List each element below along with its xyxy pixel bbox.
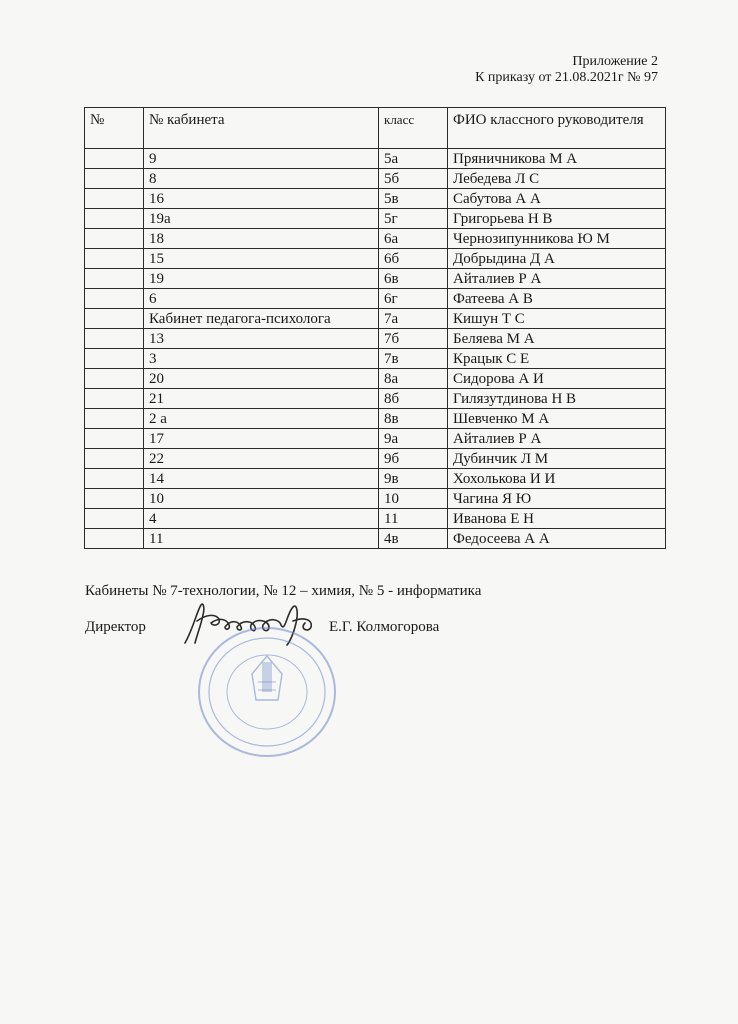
cell-room: 2 а — [144, 409, 379, 429]
cell-room: 3 — [144, 349, 379, 369]
cell-teacher: Беляева М А — [448, 329, 666, 349]
cell-num — [85, 309, 144, 329]
cell-num — [85, 449, 144, 469]
official-seal-icon — [192, 622, 342, 762]
cell-room: 16 — [144, 189, 379, 209]
cell-num — [85, 409, 144, 429]
table-row — [85, 269, 666, 289]
cell-teacher: Добрыдина Д А — [448, 249, 666, 269]
cell-teacher: Крацык С Е — [448, 349, 666, 369]
cell-class: 6г — [379, 289, 448, 309]
cell-num — [85, 169, 144, 189]
cell-class: 7б — [379, 329, 448, 349]
cell-room: 20 — [144, 369, 379, 389]
cell-class: 10 — [379, 489, 448, 509]
cell-class: 5в — [379, 189, 448, 209]
cell-class: 7в — [379, 349, 448, 369]
cell-room: 19 — [144, 269, 379, 289]
cell-teacher: Григорьева Н В — [448, 209, 666, 229]
cell-teacher: Айталиев Р А — [448, 269, 666, 289]
cell-class: 5г — [379, 209, 448, 229]
table-row — [85, 149, 666, 169]
cell-room: Кабинет педагога-психолога — [144, 309, 379, 329]
cell-room: 9 — [144, 149, 379, 169]
cell-class: 9а — [379, 429, 448, 449]
table-row — [85, 529, 666, 549]
cell-num — [85, 209, 144, 229]
table-body — [85, 149, 666, 549]
table-row — [85, 329, 666, 349]
cell-class: 6в — [379, 269, 448, 289]
cell-teacher: Гилязутдинова Н В — [448, 389, 666, 409]
cell-room: 14 — [144, 469, 379, 489]
table-row — [85, 289, 666, 309]
table-row — [85, 229, 666, 249]
table-row — [85, 469, 666, 489]
cell-num — [85, 489, 144, 509]
table-row — [85, 309, 666, 329]
header-class: класс — [379, 108, 448, 149]
cell-teacher: Федосеева А А — [448, 529, 666, 549]
classroom-table — [84, 107, 666, 549]
cell-room: 18 — [144, 229, 379, 249]
table-row — [85, 489, 666, 509]
header-num: № — [85, 108, 144, 149]
cell-num — [85, 189, 144, 209]
cell-class: 9б — [379, 449, 448, 469]
footnote: Кабинеты № 7-технологии, № 12 – химия, № 5 - информатика — [85, 583, 482, 599]
order-reference: К приказу от 21.08.2021г № 97 — [475, 70, 658, 85]
cell-teacher: Чагина Я Ю — [448, 489, 666, 509]
cell-class: 8в — [379, 409, 448, 429]
table-row — [85, 509, 666, 529]
cell-class: 4в — [379, 529, 448, 549]
cell-room: 17 — [144, 429, 379, 449]
cell-num — [85, 229, 144, 249]
cell-num — [85, 509, 144, 529]
header-room: № кабинета — [144, 108, 379, 149]
table-row — [85, 249, 666, 269]
cell-teacher: Кишун Т С — [448, 309, 666, 329]
cell-num — [85, 429, 144, 449]
table-row — [85, 349, 666, 369]
cell-num — [85, 369, 144, 389]
cell-room: 22 — [144, 449, 379, 469]
cell-teacher: Чернозипунникова Ю М — [448, 229, 666, 249]
cell-class: 6б — [379, 249, 448, 269]
cell-num — [85, 289, 144, 309]
cell-class: 8б — [379, 389, 448, 409]
table-row — [85, 189, 666, 209]
cell-num — [85, 529, 144, 549]
cell-num — [85, 389, 144, 409]
cell-teacher: Сабутова А А — [448, 189, 666, 209]
table-row — [85, 409, 666, 429]
table-row — [85, 209, 666, 229]
cell-teacher: Фатеева А В — [448, 289, 666, 309]
table-header-row — [85, 108, 666, 149]
appendix-label: Приложение 2 — [572, 54, 658, 69]
cell-num — [85, 329, 144, 349]
cell-class: 11 — [379, 509, 448, 529]
cell-teacher: Пряничникова М А — [448, 149, 666, 169]
cell-num — [85, 149, 144, 169]
table-row — [85, 389, 666, 409]
cell-num — [85, 249, 144, 269]
cell-teacher: Иванова Е Н — [448, 509, 666, 529]
cell-room: 21 — [144, 389, 379, 409]
cell-teacher: Шевченко М А — [448, 409, 666, 429]
table-row — [85, 169, 666, 189]
cell-class: 6а — [379, 229, 448, 249]
cell-num — [85, 469, 144, 489]
cell-teacher: Сидорова А И — [448, 369, 666, 389]
cell-room: 8 — [144, 169, 379, 189]
cell-class: 5а — [379, 149, 448, 169]
cell-class: 8а — [379, 369, 448, 389]
cell-num — [85, 349, 144, 369]
cell-class: 5б — [379, 169, 448, 189]
cell-teacher: Айталиев Р А — [448, 429, 666, 449]
cell-class: 9в — [379, 469, 448, 489]
cell-room: 6 — [144, 289, 379, 309]
cell-teacher: Дубинчик Л М — [448, 449, 666, 469]
header-note — [475, 54, 658, 86]
cell-teacher: Хохолькова И И — [448, 469, 666, 489]
table-row — [85, 449, 666, 469]
cell-room: 19а — [144, 209, 379, 229]
table-row — [85, 369, 666, 389]
cell-room: 15 — [144, 249, 379, 269]
director-name: Е.Г. Колмогорова — [329, 619, 440, 635]
cell-class: 7а — [379, 309, 448, 329]
cell-num — [85, 269, 144, 289]
director-label: Директор — [85, 619, 146, 635]
header-teacher: ФИО классного руководителя — [448, 108, 666, 149]
cell-room: 13 — [144, 329, 379, 349]
cell-teacher: Лебедева Л С — [448, 169, 666, 189]
cell-room: 10 — [144, 489, 379, 509]
table-row — [85, 429, 666, 449]
cell-room: 11 — [144, 529, 379, 549]
cell-room: 4 — [144, 509, 379, 529]
